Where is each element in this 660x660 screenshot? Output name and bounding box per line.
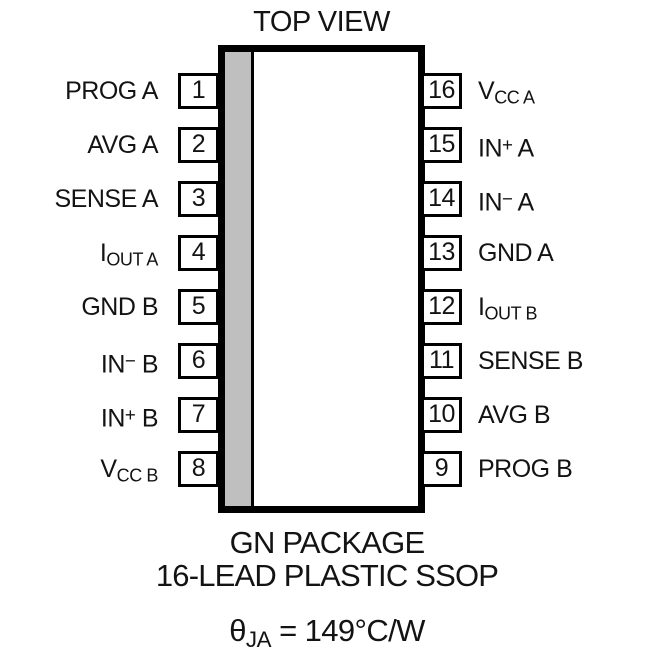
top-view-title: TOP VIEW — [253, 6, 390, 38]
pin-number-box-14: 14 — [421, 181, 462, 217]
label-segment: AVG B — [478, 401, 551, 429]
label-segment-sup: − — [502, 188, 513, 209]
pin1-indicator-stripe — [225, 52, 254, 506]
label-segment: I — [478, 293, 485, 321]
pin-number-box-16: 16 — [421, 73, 462, 109]
pin-label-12 — [478, 289, 658, 325]
pin-label-16 — [478, 73, 658, 109]
pin-number-box-5: 5 — [178, 289, 219, 325]
label-segment: V — [100, 455, 117, 483]
label-segment: IN — [100, 350, 125, 379]
pin-number-box-11: 11 — [421, 343, 462, 379]
pin-number-box-10: 10 — [421, 397, 462, 433]
pin-label-15 — [478, 127, 658, 163]
label-segment: B — [135, 404, 158, 433]
pin-label-1 — [0, 73, 158, 109]
label-segment: I — [99, 239, 107, 267]
pin-number-box-3: 3 — [178, 181, 219, 217]
pin-label-5 — [0, 289, 158, 325]
label-segment: V — [478, 77, 495, 105]
label-segment: IN — [478, 134, 502, 163]
label-segment: IN — [100, 404, 125, 433]
label-segment: A — [512, 188, 534, 217]
label-segment: GND B — [81, 293, 158, 321]
pin-number-box-8: 8 — [178, 451, 219, 487]
pin-label-9 — [478, 451, 658, 487]
pin-label-3 — [0, 181, 158, 217]
label-segment: PROG B — [478, 455, 573, 483]
pin-label-8 — [0, 451, 158, 487]
label-segment-sub: JA — [245, 626, 272, 652]
thermal-resistance — [0, 614, 654, 656]
pin-number-box-2: 2 — [178, 127, 219, 163]
pin-label-4 — [0, 235, 158, 271]
label-segment: SENSE B — [478, 347, 583, 375]
pin-number-box-15: 15 — [421, 127, 462, 163]
label-segment: = 149°C/W — [271, 613, 425, 648]
label-segment-sup: − — [124, 350, 136, 371]
label-segment: IN — [478, 188, 502, 217]
label-segment: θ — [229, 613, 246, 648]
pin-number-box-4: 4 — [178, 235, 219, 271]
label-segment-sub: CC A — [494, 87, 535, 108]
package-name — [0, 526, 654, 592]
pin-number-box-6: 6 — [178, 343, 219, 379]
label-segment-sup: + — [124, 404, 136, 425]
label-segment-sub: OUT A — [106, 249, 158, 270]
pin-label-7 — [0, 397, 158, 433]
pin-number-box-1: 1 — [178, 73, 219, 109]
label-segment: A — [512, 134, 534, 163]
pin-label-14 — [478, 181, 658, 217]
pin-label-2 — [0, 127, 158, 163]
pin-number-box-13: 13 — [421, 235, 462, 271]
pin-label-10 — [478, 397, 658, 433]
label-segment-sub: CC B — [116, 465, 158, 486]
pin-label-13 — [478, 235, 658, 271]
label-segment-sub: OUT B — [484, 303, 538, 324]
label-segment: PROG A — [65, 77, 158, 105]
ic-body — [218, 45, 425, 513]
package-line1: GN PACKAGE — [229, 525, 425, 560]
label-segment: GND A — [478, 239, 554, 267]
label-segment: B — [135, 350, 158, 379]
label-segment: AVG A — [87, 131, 158, 159]
label-segment-sup: + — [502, 134, 513, 155]
label-segment: SENSE A — [54, 185, 158, 213]
pin-number-box-7: 7 — [178, 397, 219, 433]
pin-number-box-12: 12 — [421, 289, 462, 325]
pin-label-11 — [478, 343, 658, 379]
package-line2: 16-LEAD PLASTIC SSOP — [155, 558, 499, 593]
pin-label-6 — [0, 343, 158, 379]
pin-number-box-9: 9 — [421, 451, 462, 487]
